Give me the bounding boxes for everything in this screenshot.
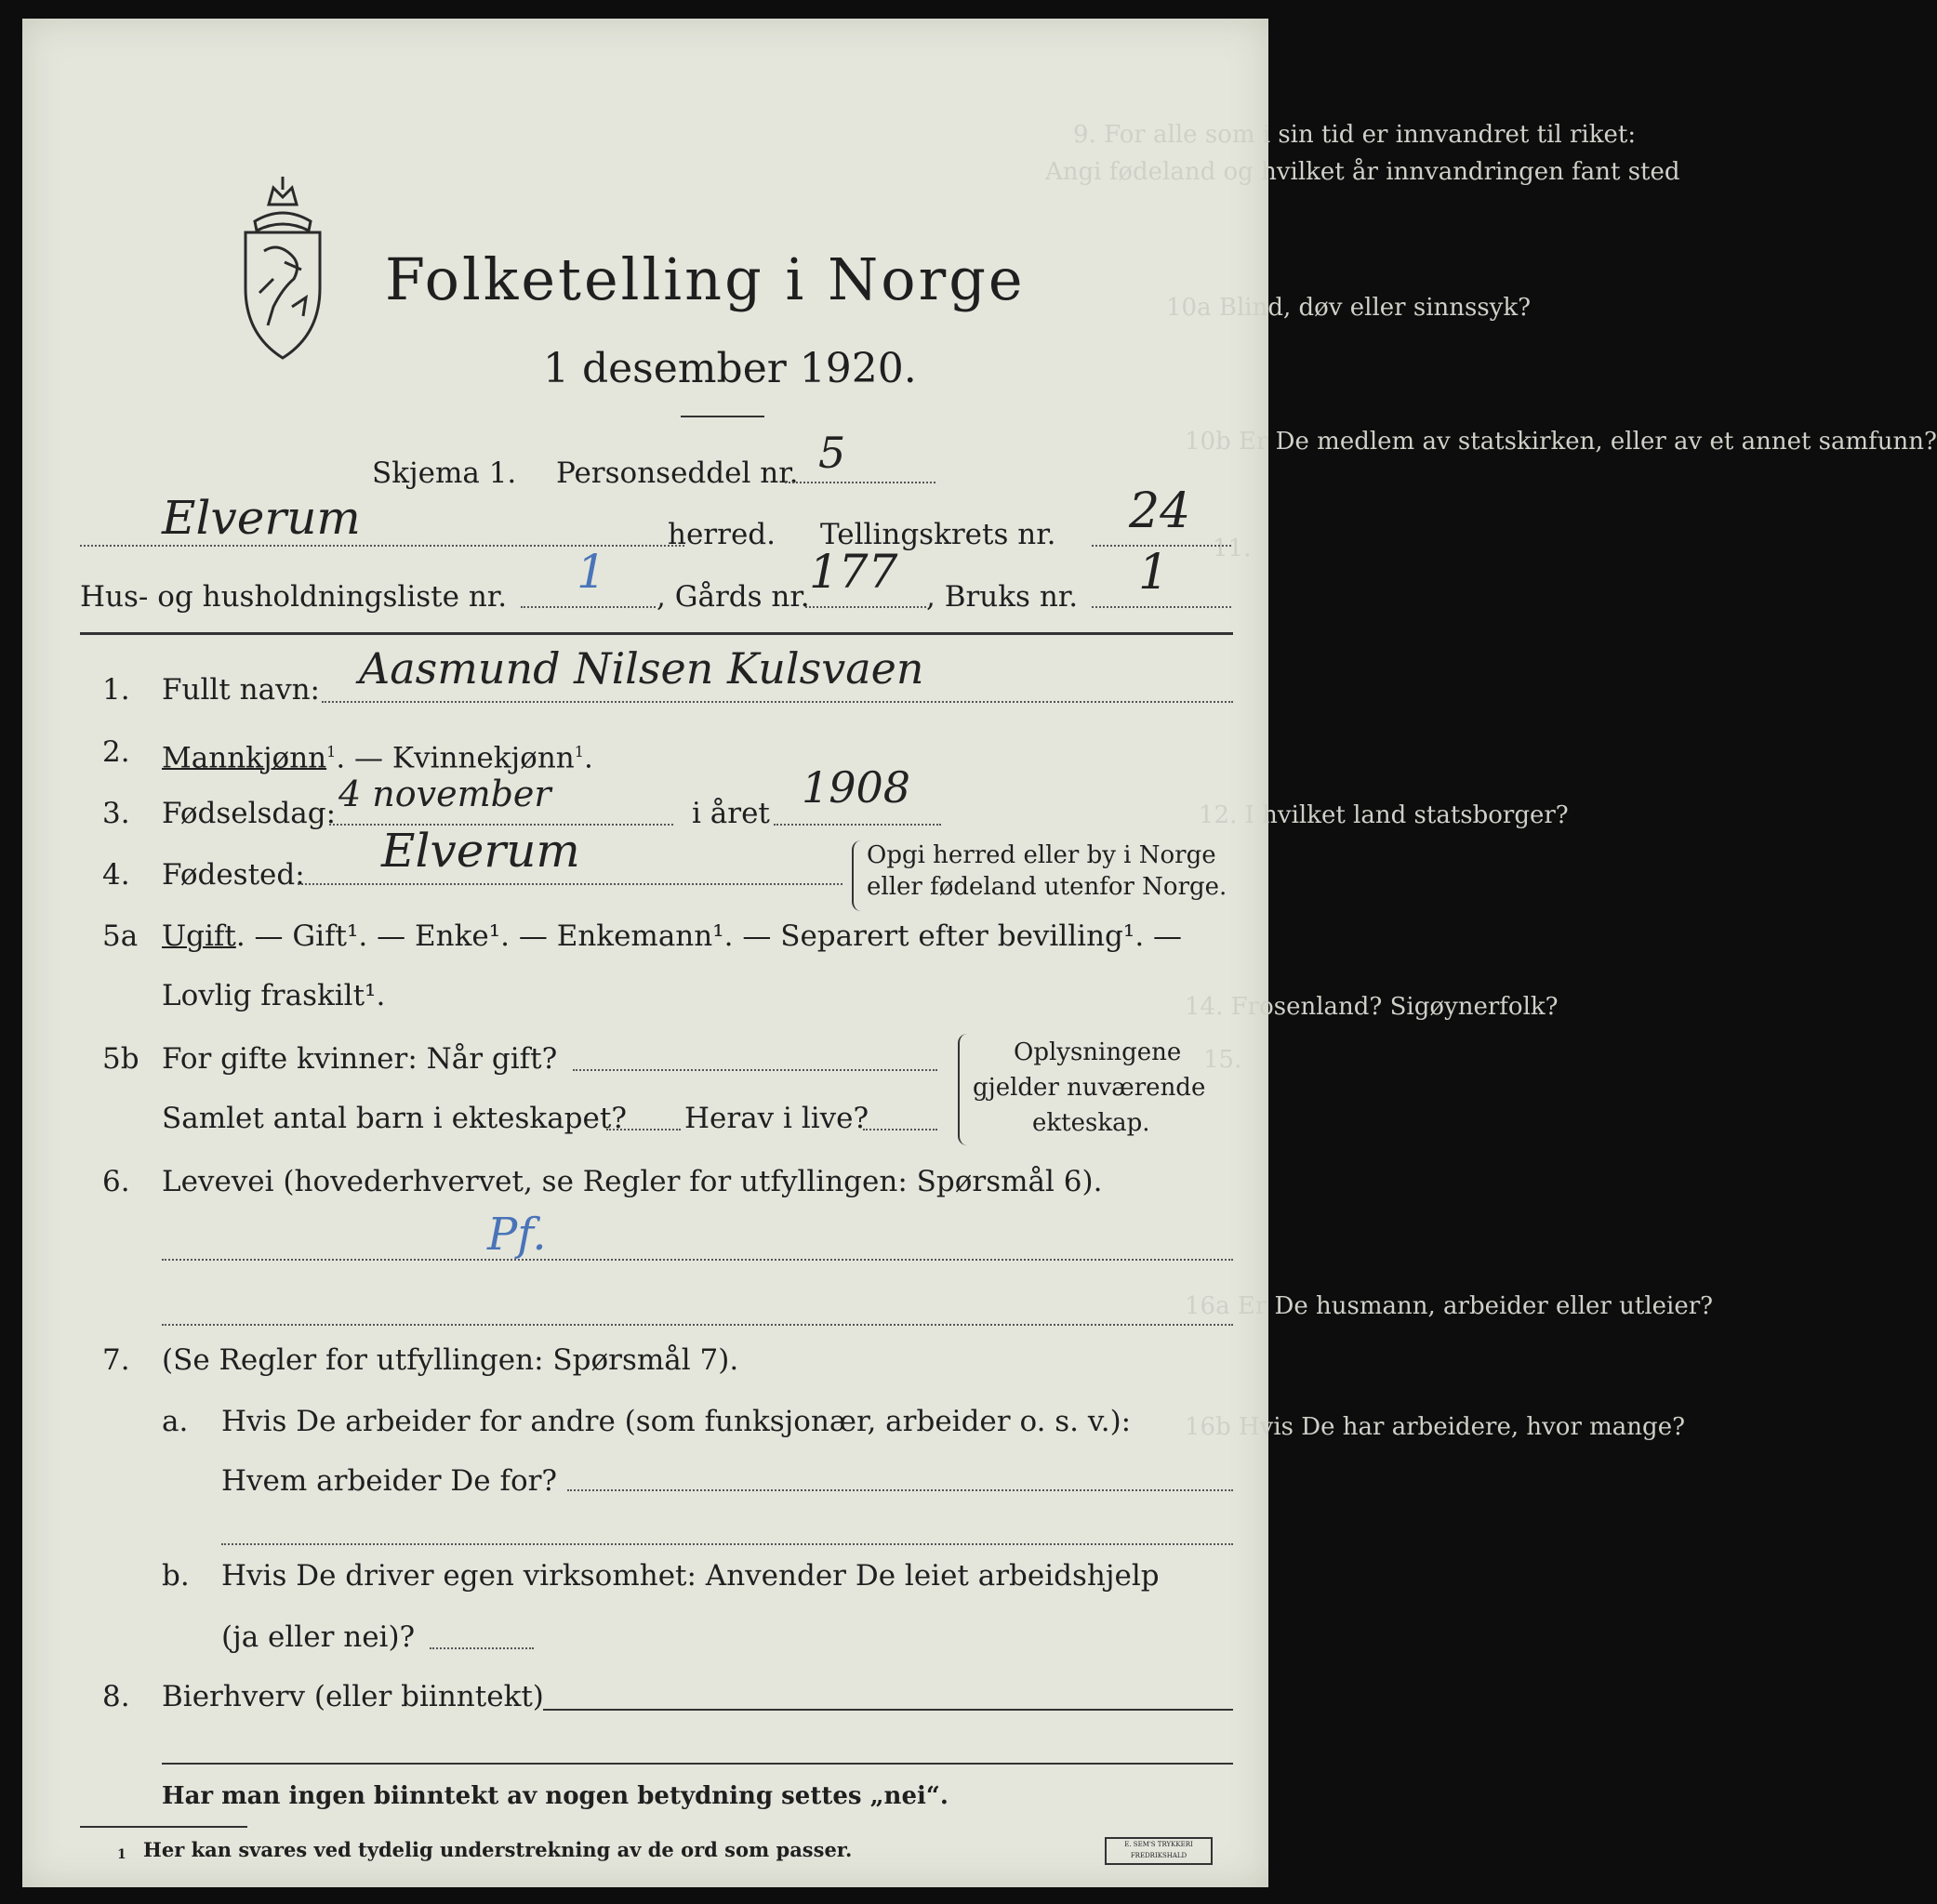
q7a-line1: Hvis De arbeider for andre (som funksjonær, arbeider o. s. v.): [221, 1405, 1132, 1438]
footnote-mark: 1 [117, 1847, 126, 1862]
bruks-label: , Bruks nr. [926, 580, 1079, 614]
ghost-line-16a: 16a Er De husmann, arbeider eller utleier? [1185, 1292, 1714, 1320]
birthplace-value: Elverum [381, 824, 580, 878]
q4-brace [852, 840, 863, 911]
footnote-separator [80, 1826, 247, 1828]
occupation-field-line2 [162, 1324, 1233, 1326]
q4-note-line2: eller fødeland utenfor Norge. [867, 873, 1227, 901]
birth-year-field [774, 824, 941, 826]
census-form-page [22, 19, 1937, 1887]
children-count-field [606, 1129, 681, 1130]
gender-male-option: Mannkjønn [162, 741, 327, 775]
full-name-field [322, 701, 1233, 703]
q7b-line1: Hvis De driver egen virksomhet: Anvender De leiet arbeidshjelp [221, 1559, 1160, 1593]
form-title: Folketelling i Norge [385, 245, 1026, 313]
ghost-line-10b: 10b Er De medlem av statskirken, eller av et annet samfunn? [1185, 428, 1937, 456]
q1-number: 1. [102, 673, 130, 707]
person-number-field [785, 482, 935, 483]
q5a-number: 5a [102, 919, 139, 953]
marital-divorced-option: Lovlig fraskilt¹. [162, 979, 386, 1012]
birth-date-value: 4 november [338, 774, 551, 814]
gards-label: , Gårds nr. [657, 580, 810, 614]
ghost-line-16b: 16b Hvis De har arbeidere, hvor mange? [1185, 1413, 1686, 1441]
footnote-text: Her kan svares ved tydelig understrekning av de ord som passer. [143, 1838, 853, 1861]
marital-unmarried-option: Ugift [162, 919, 236, 953]
title-divider [681, 416, 764, 417]
q2-footnote-mark: 1 [326, 743, 337, 760]
ghost-line-9: 9. For alle som i sin tid er innvandret til riket: [1073, 121, 1637, 149]
marital-status-line [162, 919, 1182, 954]
q5b-note-line2: gjelder nuværende [973, 1074, 1206, 1102]
bruks-value: 1 [1138, 545, 1170, 601]
gards-value: 177 [809, 545, 898, 599]
gards-field [805, 606, 926, 608]
q8-number: 8. [102, 1680, 130, 1713]
hired-help-field [430, 1647, 534, 1649]
q7b-line2: (ja eller nei)? [221, 1620, 416, 1654]
q3-label: Fødselsdag: [162, 797, 337, 830]
tellingskrets-value: 24 [1129, 483, 1191, 539]
gender-female-option: . — Kvinnekjønn [336, 741, 575, 775]
q7a-letter: a. [162, 1405, 189, 1438]
q5b-brace [958, 1034, 969, 1145]
q5b-note-line1: Oplysningene [1014, 1038, 1182, 1066]
full-name-value: Aasmund Nilsen Kulsvaen [359, 643, 924, 694]
side-income-note: Har man ingen biinntekt av nogen betydning settes „nei“. [162, 1782, 949, 1810]
q7b-letter: b. [162, 1559, 190, 1593]
q2-footnote-mark-2: 1 [574, 743, 584, 760]
herred-value: Elverum [162, 491, 361, 545]
q3-number: 3. [102, 797, 130, 830]
q4-label: Fødested: [162, 858, 305, 892]
q2-gender-line [162, 734, 593, 775]
employer-field-line2 [221, 1543, 1233, 1545]
household-list-value: 1 [577, 545, 606, 599]
q6-label: Levevei (hovederhvervet, se Regler for utfyllingen: Spørsmål 6). [162, 1165, 1103, 1198]
employer-field-line1 [567, 1489, 1233, 1491]
q5b-line1: For gifte kvinner: Når gift? [162, 1042, 558, 1076]
birth-year-label: i året [692, 797, 770, 830]
q4-note-line1: Opgi herred eller by i Norge [867, 841, 1216, 869]
bruks-field [1092, 606, 1231, 608]
tellingskrets-label: Tellingskrets nr. [820, 518, 1056, 551]
birth-year-value: 1908 [802, 762, 911, 813]
person-number-value: 5 [818, 428, 846, 478]
q6-number: 6. [102, 1165, 130, 1198]
q5b-children-label: Samlet antal barn i ekteskapet? [162, 1102, 627, 1135]
q5b-alive-label: Herav i live? [684, 1102, 869, 1135]
household-list-label: Hus- og husholdningsliste nr. [80, 580, 508, 614]
norwegian-coat-of-arms-icon [227, 177, 338, 363]
person-number-label: Personseddel nr. [556, 456, 799, 490]
q5b-note-line3: ekteskap. [1032, 1109, 1150, 1137]
herred-label: herred. [668, 518, 776, 551]
q4-number: 4. [102, 858, 130, 892]
ghost-line-14: 14. Frosenland? Sigøynerfolk? [1185, 993, 1559, 1021]
ghost-line-9b: Angi fødeland og hvilket år innvandringen fant sted [1045, 158, 1680, 186]
ghost-line-12: 12. I hvilket land statsborger? [1199, 801, 1569, 829]
household-list-field [521, 606, 656, 608]
q2-end: . [583, 741, 593, 775]
q7-label: (Se Regler for utfyllingen: Spørsmål 7). [162, 1343, 739, 1377]
side-income-field-line1 [543, 1709, 1233, 1711]
q7a-line2: Hvem arbeider De for? [221, 1464, 558, 1498]
schema-label: Skjema 1. [372, 456, 517, 490]
q7-number: 7. [102, 1343, 130, 1377]
marital-other-options: . — Gift¹. — Enke¹. — Enkemann¹. — Separert efter bevilling¹. — [235, 919, 1183, 953]
printer-stamp: E. SEM'S TRYKKERI FREDRIKSHALD [1105, 1837, 1213, 1865]
census-date: 1 desember 1920. [543, 345, 917, 392]
side-income-field-line2 [162, 1763, 1233, 1765]
married-when-field [573, 1069, 937, 1071]
ghost-line-15: 15. [1203, 1046, 1242, 1074]
ghost-line-10a: 10a Blind, døv eller sinnssyk? [1166, 294, 1532, 322]
occupation-value: Pf. [487, 1209, 547, 1261]
occupation-field-line1 [162, 1259, 1233, 1261]
q5b-number: 5b [102, 1042, 139, 1076]
header-separator [80, 632, 1233, 635]
birthplace-field [298, 883, 842, 885]
children-alive-field [863, 1129, 937, 1130]
ghost-line-11: 11. [1213, 535, 1252, 562]
q2-number: 2. [102, 735, 130, 769]
q8-label: Bierhverv (eller biinntekt) [162, 1680, 544, 1713]
q1-label: Fullt navn: [162, 673, 320, 707]
